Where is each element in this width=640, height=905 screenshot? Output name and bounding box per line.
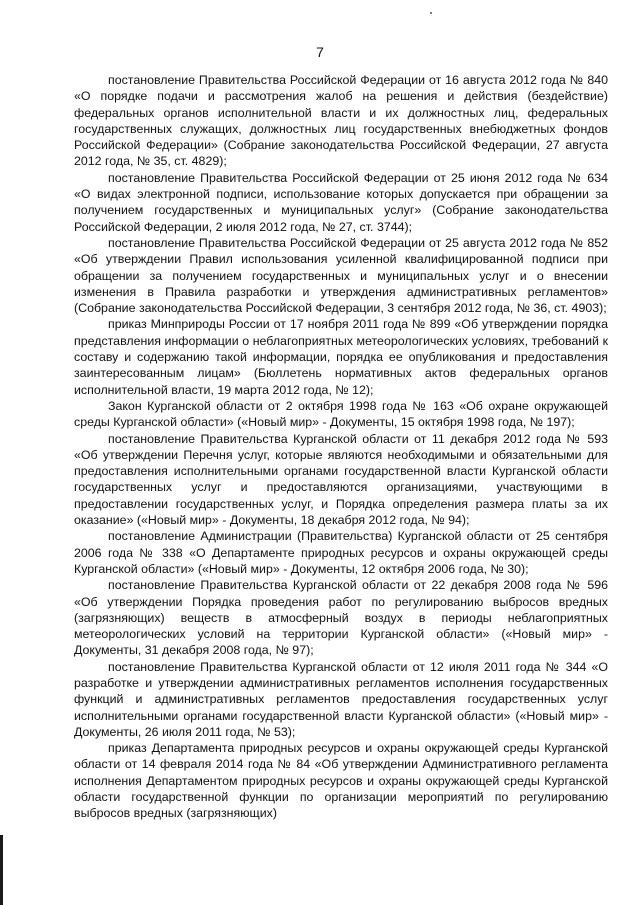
document-body [74, 72, 608, 822]
paragraph-law-163: Закон Курганской области от 2 октября 1998 года № 163 «Об охране окружающей среды Курганской области» («Новый мир» - Документы, 15 октября 1998 года, № 197); [74, 398, 608, 430]
paragraph-decree-344: постановление Правительства Курганской области от 12 июля 2011 года № 344 «О разработке и утверждении административных регламентов исполнения государственных функций и административных регламентов предоставления государственных услуг исполнительными органами государственной власти Курганской области» («Новый мир» - Документы, 26 июля 2011 года, № 53); [74, 659, 608, 739]
paragraph-decree-840: постановление Правительства Российской Федерации от 16 августа 2012 года № 840 «О порядке подачи и рассмотрения жалоб на решения и действия (бездействие) федеральных органов исполнительной власти и их должностных лиц, федеральных государственных служащих, должностных лиц государственных внебюджетных фондов Российской Федерации» (Собрание законодательства Российской Федерации, 27 августа 2012 года, № 35, ст. 4829); [74, 73, 608, 169]
paragraph-decree-596: постановление Правительства Курганской области от 22 декабря 2008 года № 596 «Об утверждении Порядка проведения работ по регулированию выбросов вредных (загрязняющих) веществ в атмосферный воздух в периоды неблагоприятных метеорологических условий на территории Курганской области» («Новый мир» - Документы, 31 декабря 2008 года, № 97); [74, 578, 608, 658]
paragraph-decree-634: постановление Правительства Российской Федерации от 25 июня 2012 года № 634 «О видах электронной подписи, использование которых допускается при обращении за получением государственных и муниципальных услуг» (Собрание законодательства Российской Федерации, 2 июля 2012 года, № 27, ст. 3744); [74, 170, 608, 234]
paragraph-order-899: приказ Минприроды России от 17 ноября 2011 года № 899 «Об утверждении порядка представления информации о неблагоприятных метеорологических условиях, требований к составу и содержанию такой информации, порядка ее опубликования и предоставления заинтересованным лицам» (Бюллетень нормативных актов федеральных органов исполнительной власти, 19 марта 2012 года, № 12); [74, 317, 608, 397]
page-number: 7 [316, 44, 324, 60]
paragraph-decree-338: постановление Администрации (Правительства) Курганской области от 25 сентября 2006 года № 338 «О Департаменте природных ресурсов и охраны окружающей среды Курганской области» («Новый мир» - Документы, 12 октября 2006 года, № 30); [74, 529, 608, 576]
scan-edge-shadow [0, 835, 3, 905]
paragraph-decree-593: постановление Правительства Курганской области от 11 декабря 2012 года № 593 «Об утверждении Перечня услуг, которые являются необходимыми и обязательными для предоставления исполнительными органами государственной власти Курганской области государственных услуг и предоставляются организациями, участвующими в предоставлении государственных услуг, и Порядка определения размера платы за их оказание» («Новый мир» - Документы, 18 декабря 2012 года, № 94); [74, 431, 608, 528]
paragraph-decree-852: постановление Правительства Российской Федерации от 25 августа 2012 года № 852 «Об утверждении Правил использования усиленной квалифицированной подписи при обращении за получением государственных и муниципальных услуг и о внесении изменения в Правила разработки и утверждения административных регламентов» (Собрание законодательства Российской Федерации, 3 сентября 2012 года, № 36, ст. 4903); [74, 235, 608, 316]
paragraph-order-84: приказ Департамента природных ресурсов и охраны окружающей среды Курганской области от 14 февраля 2014 года № 84 «Об утверждении Административного регламента исполнения Департаментом природных ресурсов и охраны окружающей среды Курганской области государственной функции по организации мероприятий по регулированию выбросов вредных (загрязняющих) [74, 741, 608, 821]
scan-artifact-dot [430, 12, 432, 14]
